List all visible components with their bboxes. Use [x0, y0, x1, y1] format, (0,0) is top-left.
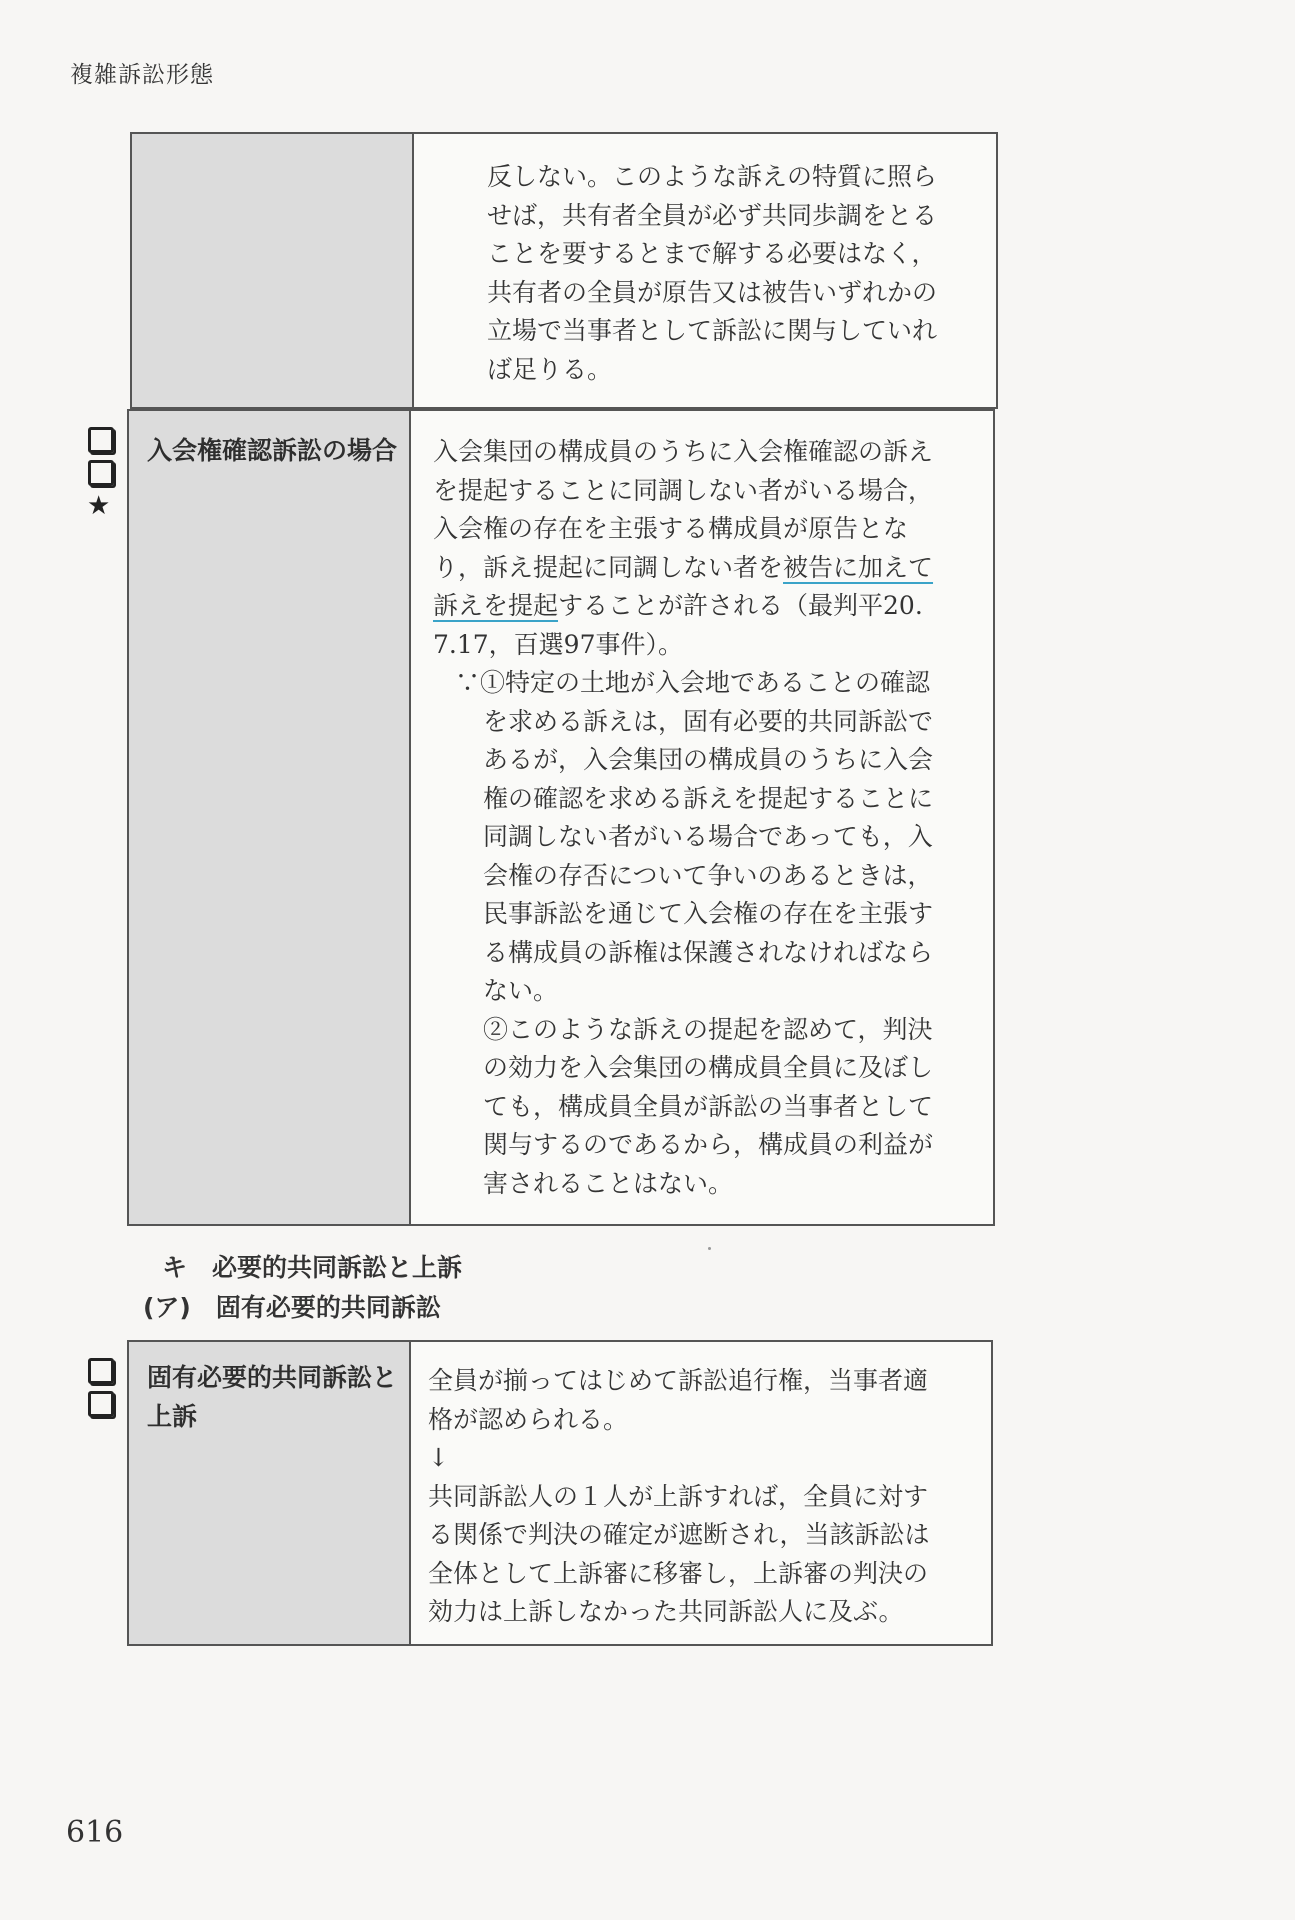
appeal-table [127, 1340, 993, 1646]
text-line: 立場で当事者として訴訟に関与していれ [487, 316, 938, 345]
text-line: 権の確認を求める訴えを提起することに [483, 783, 934, 813]
underlined-text: 訴えを提起 [433, 591, 559, 620]
text-line: ことを要するとまで解する必要はなく， [487, 239, 937, 268]
text-line [433, 587, 981, 626]
checkbox-group-iriai [88, 427, 114, 519]
underlined-text: 被告に加えて [783, 552, 934, 582]
text-line: る構成員の訴権は保護されなければなら [483, 937, 934, 967]
row-label: 固有必要的共同訴訟と上訴 [147, 1363, 398, 1431]
text-line: 全員が揃ってはじめて訴訟追行権，当事者適 [428, 1366, 929, 1395]
text-span: り，訴え提起に同調しない者を [433, 552, 784, 582]
text-line: ない。 [483, 976, 559, 1005]
text-line: る関係で判決の確定が遮断され，当該訴訟は [428, 1520, 930, 1549]
text-line: の効力を入会集団の構成員全員に及ぼし [483, 1053, 934, 1082]
iriai-content-cell [410, 410, 994, 1225]
appeal-content-cell [410, 1341, 992, 1645]
text-line: 7.17，百選97事件）。 [433, 629, 683, 659]
text-line: を求める訴えは，固有必要的共同訴訟で [483, 706, 934, 736]
text-line: あるが，入会集団の構成員のうちに入会 [483, 745, 934, 774]
text-line: 入会集団の構成員のうちに入会権確認の訴え [433, 437, 934, 466]
text-line: 共同訴訟人の１人が上訴すれば，全員に対す [428, 1481, 929, 1511]
continuation-table [130, 132, 998, 409]
text-line: 効力は上訴しなかった共同訴訟人に及ぶ。 [428, 1597, 904, 1626]
text-line: 入会権の存在を主張する構成員が原告とな [433, 514, 909, 543]
page-number: 616 [66, 1815, 124, 1850]
subsection-heading: (ア) 固有必要的共同訴訟 [143, 1293, 441, 1322]
text-line: せば，共有者全員が必ず共同歩調をとる [487, 200, 938, 230]
text-line [433, 549, 981, 588]
text-line: 民事訴訟を通じて入会権の存在を主張す [483, 899, 934, 928]
checkbox-icon[interactable] [88, 460, 114, 486]
text-line: ∵①特定の土地が入会地であることの確認 [455, 668, 931, 697]
checkbox-icon[interactable] [88, 1358, 114, 1384]
text-line: ば足りる。 [487, 354, 613, 384]
star-icon: ★ [87, 491, 111, 521]
appeal-label-cell [128, 1341, 410, 1645]
reason-block [433, 664, 981, 1203]
text-line: 関与するのであるから，構成員の利益が [483, 1130, 934, 1159]
text-line: 反しない。このような訴えの特質に照ら [487, 162, 938, 191]
down-arrow-icon: ↓ [428, 1443, 449, 1472]
continuation-label-cell [131, 133, 413, 408]
running-header: 複雑訴訟形態 [70, 62, 214, 88]
iriai-label-cell [128, 410, 410, 1225]
checkbox-group-appeal [88, 1358, 114, 1424]
checkbox-icon[interactable] [88, 1391, 114, 1417]
text-span: することが許される（最判平20. [558, 591, 923, 620]
continuation-content-cell [413, 133, 997, 408]
text-line: 会権の存否について争いのあるときは， [483, 860, 933, 890]
iriai-table [127, 409, 995, 1226]
text-line: 害されることはない。 [483, 1168, 734, 1198]
text-line: ても，構成員全員が訴訟の当事者として [483, 1091, 934, 1121]
text-line: ②このような訴えの提起を認めて，判決 [483, 1014, 933, 1044]
text-line: を提起することに同調しない者がいる場合， [433, 475, 934, 505]
checkbox-icon[interactable] [88, 427, 114, 453]
text-line: 格が認められる。 [428, 1404, 629, 1434]
row-label: 入会権確認訴訟の場合 [147, 436, 398, 465]
print-speck [708, 1247, 711, 1250]
text-line: 共有者の全員が原告又は被告いずれかの [487, 277, 938, 307]
section-heading: キ 必要的共同訴訟と上訴 [162, 1253, 463, 1282]
text-line: 同調しない者がいる場合であっても，入 [483, 822, 933, 851]
text-line: 全体として上訴審に移審し，上訴審の判決の [428, 1558, 929, 1588]
